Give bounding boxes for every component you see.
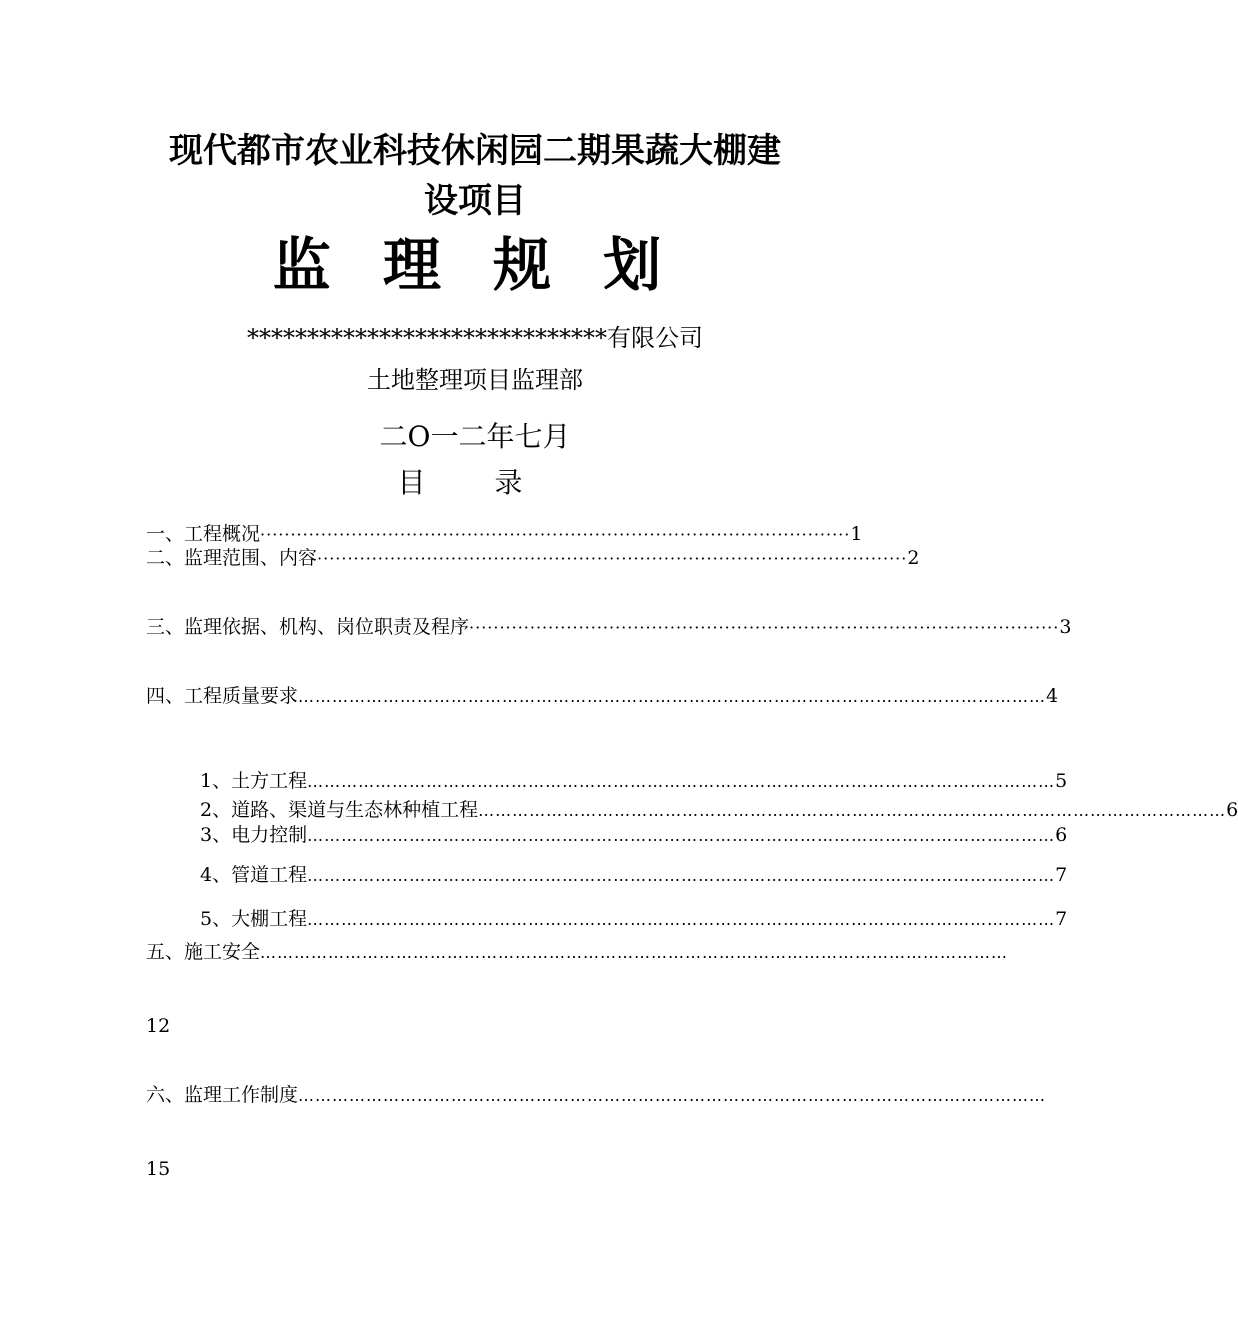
toc-item-label: 四、工程质量要求 xyxy=(146,685,299,707)
department-name: 土地整理项目监理部 xyxy=(367,366,583,394)
toc-item[interactable] xyxy=(146,940,1009,965)
toc-item-page: 1 xyxy=(850,523,863,545)
company-name: ******************************有限公司 xyxy=(247,324,703,352)
toc-item-label: 一、工程概况 xyxy=(146,523,261,545)
toc-item-page: 7 xyxy=(1055,908,1068,930)
toc-subitem[interactable] xyxy=(200,907,1068,932)
toc-item-page: 2 xyxy=(907,547,920,569)
toc-item-label: 5、大棚工程 xyxy=(200,908,308,930)
toc-leader: ································································································· xyxy=(469,618,1060,637)
toc-item-label: 二、监理范围、内容 xyxy=(146,547,318,569)
toc-item-label: 2、道路、渠道与生态林种植工程 xyxy=(200,799,479,821)
project-title-line-1: 现代都市农业科技休闲园二期果蔬大棚建 xyxy=(169,131,781,171)
toc-item-page: 6 xyxy=(1226,799,1238,821)
toc-item-page: 6 xyxy=(1055,824,1068,846)
toc-item-page: 4 xyxy=(1046,685,1059,707)
toc-item-label: 3、电力控制 xyxy=(200,824,308,846)
toc-leader: …………………………………………………………………………………………………………………… xyxy=(307,826,1056,845)
toc-item-label: 三、监理依据、机构、岗位职责及程序 xyxy=(146,616,470,638)
toc-leader: …………………………………………………………………………………………………………………… xyxy=(307,772,1056,791)
document-type-title: 监 理 规 划 xyxy=(272,231,678,299)
toc-leader: …………………………………………………………………………………………………………………… xyxy=(298,687,1047,706)
toc-leader: …………………………………………………………………………………………………………………… xyxy=(307,866,1056,885)
toc-leader: ································································································· xyxy=(317,549,908,568)
toc-leader: …………………………………………………………………………………………………………………… xyxy=(478,801,1227,820)
toc-subitem[interactable] xyxy=(200,823,1068,848)
toc-item-page: 15 xyxy=(146,1158,171,1180)
project-title-line-2: 设项目 xyxy=(424,181,526,221)
toc-item-page: 7 xyxy=(1055,864,1068,886)
document-date: 二O一二年七月 xyxy=(379,420,571,453)
toc-leader: ································································································· xyxy=(260,525,851,544)
toc-item-page: 12 xyxy=(146,1015,171,1037)
toc-subitem[interactable] xyxy=(200,769,1068,794)
toc-subitem[interactable] xyxy=(200,863,1068,888)
toc-item-label: 六、监理工作制度 xyxy=(146,1084,299,1106)
toc-item-label: 1、土方工程 xyxy=(200,770,308,792)
toc-item[interactable] xyxy=(146,546,920,571)
toc-item[interactable] xyxy=(146,522,863,547)
toc-item-page: 5 xyxy=(1055,770,1068,792)
toc-item-label: 五、施工安全 xyxy=(146,941,261,963)
toc-item[interactable] xyxy=(146,1083,1047,1108)
toc-item-page: 3 xyxy=(1059,616,1072,638)
toc-item[interactable] xyxy=(146,684,1059,709)
toc-leader: …………………………………………………………………………………………………………………… xyxy=(298,1086,1047,1105)
toc-item[interactable] xyxy=(146,615,1072,640)
toc-subitem[interactable] xyxy=(200,798,1238,823)
toc-leader: …………………………………………………………………………………………………………………… xyxy=(260,943,1009,962)
toc-heading: 目 录 xyxy=(397,466,553,499)
toc-leader: …………………………………………………………………………………………………………………… xyxy=(307,910,1056,929)
toc-item-label: 4、管道工程 xyxy=(200,864,308,886)
